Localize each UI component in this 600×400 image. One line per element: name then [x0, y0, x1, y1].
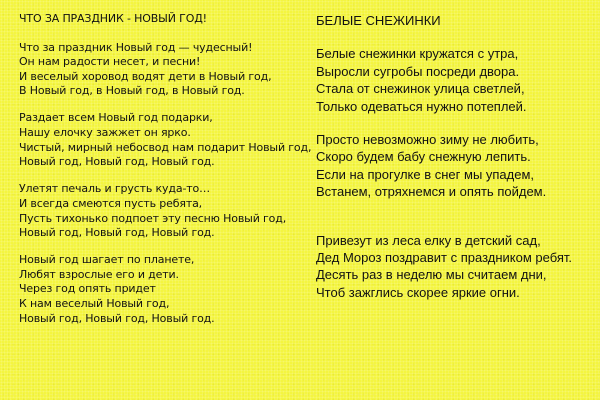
stanza	[19, 182, 304, 240]
poem-line: Дед Мороз поздравит с праздником ребят.	[316, 250, 573, 266]
stanza	[316, 232, 596, 302]
poem-line: Выросли сугробы посреди двора.	[316, 63, 520, 79]
poem-line: Пусть тихонько подпоет эту песню Новый год,	[19, 211, 287, 225]
poem-line: Что за праздник Новый год — чудесный!	[19, 40, 253, 54]
poem-line: Чистый, мирный небосвод нам подарит Новый год,	[19, 140, 312, 154]
poem-line: Просто невозможно зиму не любить,	[316, 132, 539, 148]
poem-line: Встанем, отряхнемся и опять пойдем.	[316, 184, 547, 200]
poem-line: Новый год шагает по планете,	[19, 253, 195, 267]
poem-line: Нашу елочку зажжет он ярко.	[19, 126, 191, 140]
stanza	[316, 131, 596, 201]
poem-line: Только одеваться нужно потеплей.	[316, 98, 527, 114]
poem-line: И веселый хоровод водят дети в Новый год,	[19, 69, 272, 83]
poem-line: Чтоб зажглись скорее яркие огни.	[316, 284, 520, 300]
poem-title: ЧТО ЗА ПРАЗДНИК - НОВЫЙ ГОД!	[19, 12, 207, 25]
poem-line: Белые снежинки кружатся с утра,	[316, 46, 519, 62]
poem-line: Десять раз в неделю мы считаем дни,	[316, 267, 547, 283]
stanza	[19, 253, 304, 326]
poem-line: К нам веселый Новый год,	[19, 297, 170, 310]
poem-white-snowflakes	[316, 12, 596, 301]
poem-line: В Новый год, в Новый год, в Новый год.	[19, 84, 245, 98]
poem-title: БЕЛЫЕ СНЕЖИНКИ	[316, 13, 441, 28]
poem-line: Новый год, Новый год, Новый год.	[19, 226, 215, 240]
poem-line: Улетят печаль и грусть куда-то…	[19, 182, 210, 196]
stanza	[316, 45, 596, 115]
poem-new-year	[19, 12, 312, 326]
poem-line: Новый год, Новый год, Новый год.	[19, 155, 215, 169]
stanza	[19, 111, 312, 169]
poem-line: И всегда смеются пусть ребята,	[19, 196, 203, 210]
poem-line: Скоро будем бабу снежную лепить.	[316, 149, 531, 165]
poem-line: Любят взрослые его и дети.	[19, 267, 179, 281]
poem-line: Привезут из леса елку в детский сад,	[316, 232, 541, 248]
poem-line: Через год опять придет	[19, 282, 156, 296]
poem-line: Раздает всем Новый год подарки,	[19, 111, 213, 125]
poem-line: Если на прогулке в снег мы упадем,	[316, 166, 535, 182]
poem-line: Новый год, Новый год, Новый год.	[19, 311, 215, 325]
poem-line: Он нам радости несет, и песни!	[19, 55, 201, 69]
stanza	[19, 41, 304, 99]
poem-line: Стала от снежинок улица светлей,	[316, 81, 525, 97]
